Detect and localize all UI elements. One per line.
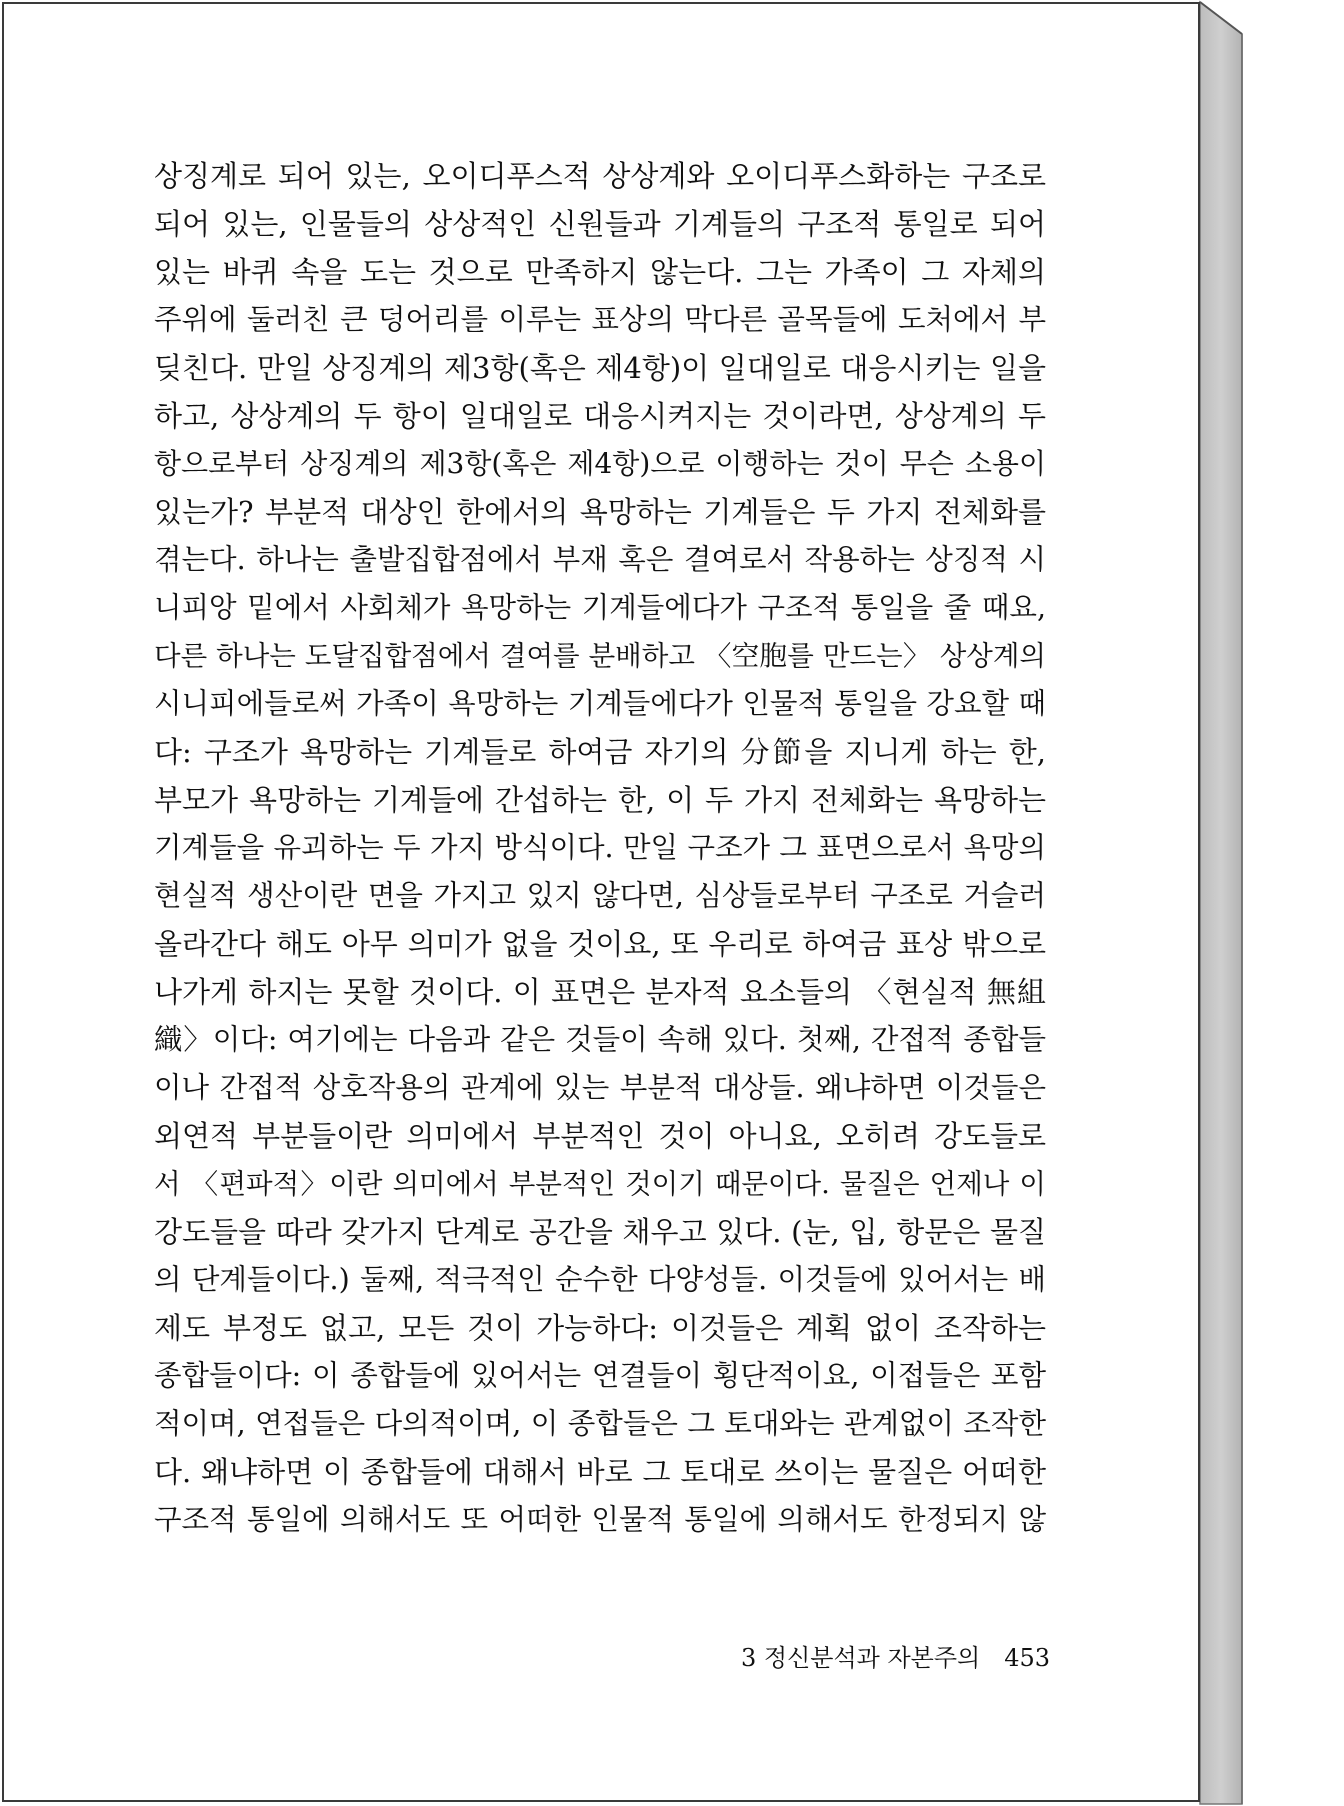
chapter-title: 3 정신분석과 자본주의 <box>741 1644 981 1672</box>
text-line: 딪친다. 만일 상징계의 제3항(혹은 제4항)이 일대일로 대응시키는 일을 <box>154 351 1046 385</box>
text-line: 올라간다 해도 아무 의미가 없을 것이요, 또 우리로 하여금 표상 밖으로 <box>154 927 1046 961</box>
text-line: 적이며, 연접들은 다의적이며, 이 종합들은 그 토대와는 관계없이 조작한 <box>154 1407 1046 1440</box>
text-line: 기계들을 유괴하는 두 가지 방식이다. 만일 구조가 그 표면으로서 욕망의 <box>154 831 1046 864</box>
text-line: 겪는다. 하나는 출발집합점에서 부재 혹은 결여로서 작용하는 상징적 시 <box>154 543 1046 576</box>
text-line: 현실적 생산이란 면을 가지고 있지 않다면, 심상들로부터 구조로 거슬러 <box>154 879 1046 912</box>
text-line: 주위에 둘러친 큰 덩어리를 이루는 표상의 막다른 골목들에 도처에서 부 <box>154 303 1046 336</box>
text-line: 나가게 하지는 못할 것이다. 이 표면은 분자적 요소들의 〈현실적 無組 <box>154 975 1046 1009</box>
running-footer <box>720 1638 1050 1678</box>
body-text <box>154 152 1046 1544</box>
text-line: 의 단계들이다.) 둘째, 적극적인 순수한 다양성들. 이것들에 있어서는 배 <box>154 1263 1046 1296</box>
text-line: 상징계로 되어 있는, 오이디푸스적 상상계와 오이디푸스화하는 구조로 <box>154 159 1046 193</box>
text-line: 하고, 상상계의 두 항이 일대일로 대응시켜지는 것이라면, 상상계의 두 <box>154 399 1046 433</box>
text-line: 이나 간접적 상호작용의 관계에 있는 부분적 대상들. 왜냐하면 이것들은 <box>154 1071 1046 1104</box>
text-line: 다. 왜냐하면 이 종합들에 대해서 바로 그 토대로 쓰이는 물질은 어떠한 <box>154 1455 1046 1489</box>
text-line: 織〉이다: 여기에는 다음과 같은 것들이 속해 있다. 첫째, 간접적 종합들 <box>154 1023 1046 1056</box>
text-line: 니피앙 밑에서 사회체가 욕망하는 기계들에다가 구조적 통일을 줄 때요, <box>154 591 1046 624</box>
text-line: 있는 바퀴 속을 도는 것으로 만족하지 않는다. 그는 가족이 그 자체의 <box>154 255 1046 289</box>
text-line: 항으로부터 상징계의 제3항(혹은 제4항)으로 이행하는 것이 무슨 소용이 <box>154 447 1046 480</box>
page-number: 453 <box>1004 1644 1050 1672</box>
text-line: 있는가? 부분적 대상인 한에서의 욕망하는 기계들은 두 가지 전체화를 <box>154 495 1046 529</box>
text-line: 종합들이다: 이 종합들에 있어서는 연결들이 횡단적이요, 이접들은 포함 <box>154 1359 1046 1392</box>
text-line: 되어 있는, 인물들의 상상적인 신원들과 기계들의 구조적 통일로 되어 <box>154 207 1046 241</box>
text-line: 다: 구조가 욕망하는 기계들로 하여금 자기의 分節을 지니게 하는 한, <box>154 735 1046 769</box>
text-line: 부모가 욕망하는 기계들에 간섭하는 한, 이 두 가지 전체화는 욕망하는 <box>154 783 1046 817</box>
text-line: 외연적 부분들이란 의미에서 부분적인 것이 아니요, 오히려 강도들로 <box>154 1119 1046 1153</box>
text-line: 시니피에들로써 가족이 욕망하는 기계들에다가 인물적 통일을 강요할 때 <box>154 687 1046 720</box>
text-line: 제도 부정도 없고, 모든 것이 가능하다: 이것들은 계획 없이 조작하는 <box>154 1311 1046 1345</box>
text-line: 강도들을 따라 갖가지 단계로 공간을 채우고 있다. (눈, 입, 항문은 물질 <box>154 1215 1046 1249</box>
text-line: 다른 하나는 도달집합점에서 결여를 분배하고 〈空胞를 만드는〉 상상계의 <box>154 640 1046 672</box>
text-line: 서 〈편파적〉이란 의미에서 부분적인 것이기 때문이다. 물질은 언제나 이 <box>154 1168 1046 1200</box>
text-line: 구조적 통일에 의해서도 또 어떠한 인물적 통일에 의해서도 한정되지 않 <box>154 1503 1046 1536</box>
